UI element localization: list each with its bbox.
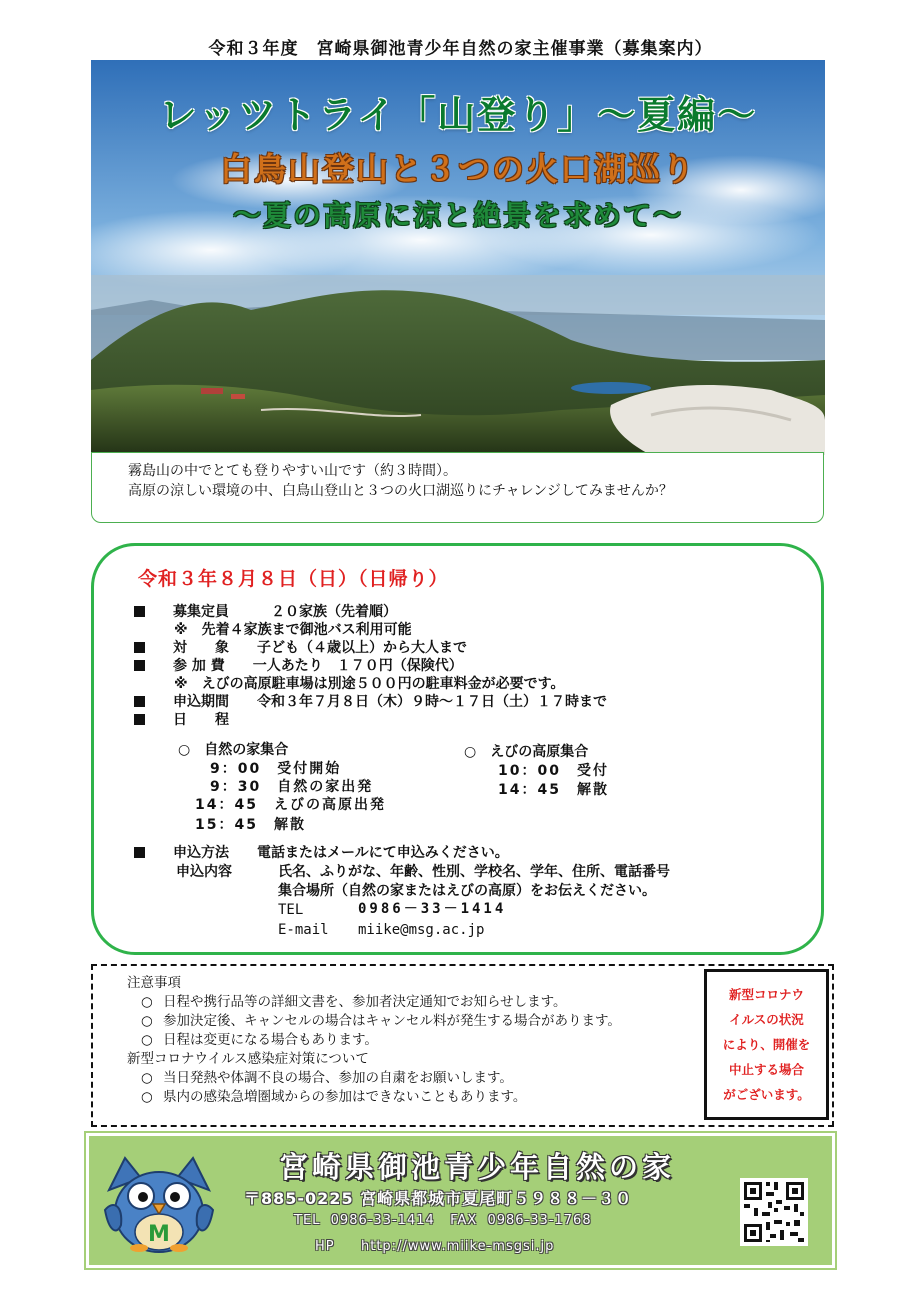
intro-line: 高原の涼しい環境の中、白鳥山登山と３つの火口湖巡りにチャレンジしてみませんか？ xyxy=(128,483,673,499)
apply-method-value: 電話またはメールにて申込みください。 xyxy=(257,845,509,861)
circle-bullet: ○ xyxy=(141,994,153,1010)
intro-line: 霧島山の中でとても登りやすい山です（約３時間）。 xyxy=(128,463,457,479)
schedule-a-item: 9：30 自然の家出発 xyxy=(210,779,374,795)
corona-notice-line: 新型コロナウ xyxy=(728,987,804,1002)
schedule-a-item: 14：45 えびの高原出発 xyxy=(195,797,386,813)
square-bullet-icon xyxy=(134,642,145,653)
target-row xyxy=(134,639,467,657)
circle-bullet: ○ xyxy=(141,1013,153,1029)
circle-bullet: ○ xyxy=(141,1032,153,1048)
corona-notice-box xyxy=(704,969,829,1120)
schedule-label: 日 程 xyxy=(173,712,229,728)
hero-main-title: レッツトライ「山登り」～夏編～ xyxy=(158,93,758,137)
covid-item: ○ 当日発熱や体調不良の場合、参加の自粛をお願いします。 xyxy=(141,1070,513,1086)
covid-item: ○ 県内の感染急増圏域からの参加はできないこともあります。 xyxy=(141,1089,527,1105)
footer-tel-fax: TEL 0986-33-1414 FAX 0986-33-1768 xyxy=(294,1213,592,1228)
apply-method-row xyxy=(134,844,509,862)
footer-hp-url[interactable]: http://www.miike-msgsi.jp xyxy=(361,1239,555,1254)
fee-row xyxy=(134,657,463,675)
capacity-row xyxy=(134,603,397,621)
apply-content-value: 集合場所（自然の家またはえびの高原）をお伝えください。 xyxy=(278,883,656,899)
tel-value[interactable]: 0986－33－1414 xyxy=(358,901,507,917)
square-bullet-icon xyxy=(134,847,145,858)
note-item: ○ 日程は変更になる場合もあります。 xyxy=(141,1032,378,1048)
note-item: ○ 参加決定後、キャンセルの場合はキャンセル料が発生する場合があります。 xyxy=(141,1013,621,1029)
schedule-b-item: 10：00 受付 xyxy=(498,763,609,779)
intro-box xyxy=(91,452,824,523)
corona-notice-line: イルスの状況 xyxy=(729,1012,804,1027)
target-value: 子ども（４歳以上）から大人まで xyxy=(257,640,467,656)
email-label: E-mail xyxy=(278,922,329,938)
footer-address: 〒885-0225 宮崎県都城市夏尾町５９８８－３０ xyxy=(244,1189,633,1208)
square-bullet-icon xyxy=(134,714,145,725)
schedule-row xyxy=(134,711,229,729)
note-item: ○ 日程や携行品等の詳細文書を、参加者決定通知でお知らせします。 xyxy=(141,994,567,1010)
apply-method-label: 申込方法 xyxy=(173,845,229,861)
period-value: 令和３年７月８日（木）９時～１７日（土）１７時まで xyxy=(257,694,607,710)
hero-subtitle: 白鳥山登山と３つの火口湖巡り xyxy=(219,150,696,188)
square-bullet-icon xyxy=(134,660,145,671)
covid-heading: 新型コロナウイルス感染症対策について xyxy=(127,1051,369,1067)
event-date: 令和３年８月８日（日）（日帰り） xyxy=(138,568,449,590)
square-bullet-icon xyxy=(134,606,145,617)
email-value[interactable]: miike@msg.ac.jp xyxy=(358,922,485,938)
mascot-letter: M xyxy=(148,1222,170,1247)
schedule-a-title: ○ 自然の家集合 xyxy=(178,742,289,758)
circle-bullet: ○ xyxy=(141,1089,153,1105)
event-info-box xyxy=(91,543,824,955)
footer-org-name: 宮崎県御池青少年自然の家 xyxy=(278,1150,675,1184)
fee-note: ※ えびの高原駐車場は別途５００円の駐車料金が必要です。 xyxy=(174,676,565,692)
qr-code-icon xyxy=(740,1178,808,1246)
fee-label: 参 加 費 xyxy=(173,658,225,674)
corona-notice-line: により、開催を xyxy=(722,1037,811,1052)
qr-code[interactable] xyxy=(740,1178,808,1246)
page-header-title: 令和３年度 宮崎県御池青少年自然の家主催事業（募集案内） xyxy=(208,39,713,59)
schedule-a-item: 9：00 受付開始 xyxy=(210,761,342,777)
square-bullet-icon xyxy=(134,696,145,707)
target-label: 対 象 xyxy=(173,640,229,656)
apply-content-value: 氏名、ふりがな、年齢、性別、学校名、学年、住所、電話番号 xyxy=(278,864,670,880)
schedule-b-item: 14：45 解散 xyxy=(498,782,609,798)
tel-label: TEL xyxy=(278,902,304,918)
corona-notice-line: 中止する場合 xyxy=(728,1062,804,1077)
schedule-b-title: ○ えびの高原集合 xyxy=(464,744,589,760)
capacity-label: 募集定員 xyxy=(173,604,229,620)
hero-tagline: ～夏の高原に涼と絶景を求めて～ xyxy=(232,199,683,232)
period-label: 申込期間 xyxy=(173,694,229,710)
capacity-note: ※ 先着４家族まで御池バス利用可能 xyxy=(174,622,412,638)
period-row xyxy=(134,693,607,711)
capacity-value: ２０家族（先着順） xyxy=(271,604,397,620)
apply-content-label: 申込内容 xyxy=(176,864,232,880)
circle-bullet: ○ xyxy=(141,1070,153,1086)
fee-value: 一人あたり １７０円（保険代） xyxy=(252,658,463,674)
footer-hp-label: HP xyxy=(315,1239,335,1254)
schedule-a-item: 15：45 解散 xyxy=(195,817,306,833)
owl-mascot-icon xyxy=(103,1150,215,1258)
footer-banner xyxy=(86,1133,835,1268)
hero-photo xyxy=(91,60,825,455)
corona-notice-line: がございます。 xyxy=(723,1087,810,1102)
notes-heading: 注意事項 xyxy=(127,975,181,991)
